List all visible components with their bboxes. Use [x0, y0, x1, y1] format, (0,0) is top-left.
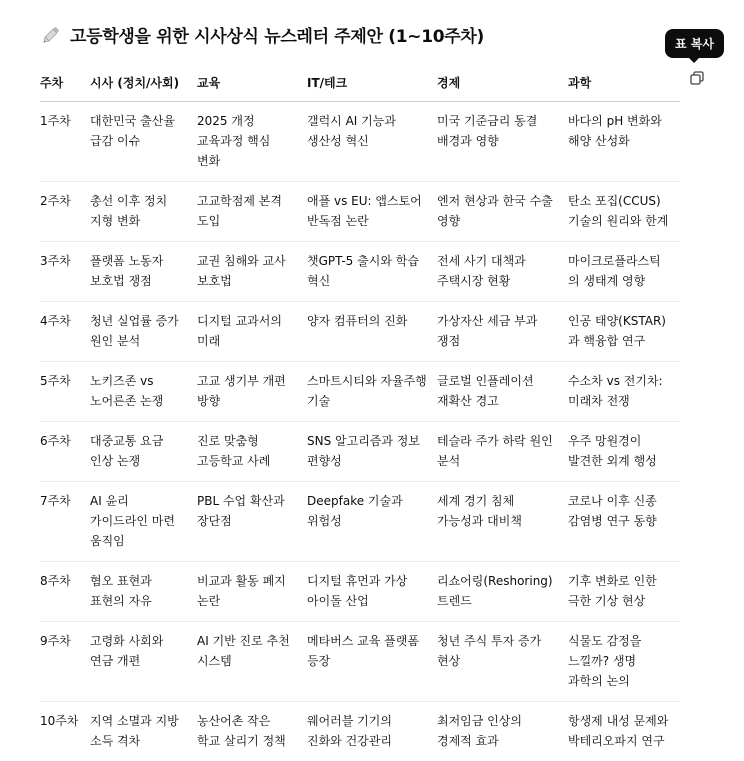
cell-politics: 대중교통 요금 인상 논쟁	[90, 422, 197, 482]
cell-science: 수소차 vs 전기차: 미래차 전쟁	[568, 362, 680, 422]
cell-politics: 대한민국 출산율 급감 이슈	[90, 102, 197, 182]
cell-week: 4주차	[40, 302, 90, 362]
table-row	[40, 102, 680, 182]
cell-economy: 전세 사기 대책과 주택시장 현황	[437, 242, 568, 302]
cell-economy: 엔저 현상과 한국 수출 영향	[437, 182, 568, 242]
cell-education: AI 기반 진로 추천 시스템	[197, 622, 307, 702]
cell-education: 디지털 교과서의 미래	[197, 302, 307, 362]
cell-week: 5주차	[40, 362, 90, 422]
cell-politics: 지역 소멸과 지방 소득 격차	[90, 702, 197, 761]
cell-science: 인공 태양(KSTAR)과 핵융합 연구	[568, 302, 680, 362]
cell-week: 9주차	[40, 622, 90, 702]
cell-week: 3주차	[40, 242, 90, 302]
table-row	[40, 422, 680, 482]
header-education: 교육	[197, 67, 307, 102]
cell-science: 바다의 pH 변화와 해양 산성화	[568, 102, 680, 182]
cell-it: 디지털 휴먼과 가상 아이돌 산업	[307, 562, 437, 622]
table-row	[40, 242, 680, 302]
cell-politics: AI 윤리 가이드라인 마련 움직임	[90, 482, 197, 562]
cell-economy: 최저임금 인상의 경제적 효과	[437, 702, 568, 761]
cell-education: 농산어촌 작은 학교 살리기 정책	[197, 702, 307, 761]
header-week: 주차	[40, 67, 90, 102]
cell-science: 코로나 이후 신종 감염병 연구 동향	[568, 482, 680, 562]
cell-economy: 세계 경기 침체 가능성과 대비책	[437, 482, 568, 562]
cell-week: 7주차	[40, 482, 90, 562]
table-row	[40, 182, 680, 242]
cell-week: 10주차	[40, 702, 90, 761]
table-header-row	[40, 67, 680, 102]
cell-economy: 글로벌 인플레이션 재확산 경고	[437, 362, 568, 422]
cell-it: 갤럭시 AI 기능과 생산성 혁신	[307, 102, 437, 182]
cell-politics: 노키즈존 vs 노어른존 논쟁	[90, 362, 197, 422]
table-row	[40, 702, 680, 761]
cell-economy: 청년 주식 투자 증가 현상	[437, 622, 568, 702]
table-row	[40, 562, 680, 622]
cell-economy: 테슬라 주가 하락 원인 분석	[437, 422, 568, 482]
cell-week: 1주차	[40, 102, 90, 182]
cell-it: 챗GPT-5 출시와 학습 혁신	[307, 242, 437, 302]
cell-science: 기후 변화로 인한 극한 기상 현상	[568, 562, 680, 622]
cell-education: 진로 맞춤형 고등학교 사례	[197, 422, 307, 482]
table-row	[40, 622, 680, 702]
cell-science: 탄소 포집(CCUS) 기술의 원리와 한계	[568, 182, 680, 242]
cell-it: 웨어러블 기기의 진화와 건강관리	[307, 702, 437, 761]
cell-politics: 총선 이후 정치 지형 변화	[90, 182, 197, 242]
header-politics: 시사 (정치/사회)	[90, 67, 197, 102]
cell-week: 2주차	[40, 182, 90, 242]
cell-education: 2025 개정 교육과정 핵심 변화	[197, 102, 307, 182]
cell-science: 마이크로플라스틱의 생태계 영향	[568, 242, 680, 302]
cell-education: 비교과 활동 폐지 논란	[197, 562, 307, 622]
cell-week: 6주차	[40, 422, 90, 482]
cell-it: Deepfake 기술과 위험성	[307, 482, 437, 562]
cell-politics: 플랫폼 노동자 보호법 쟁점	[90, 242, 197, 302]
cell-science: 식물도 감정을 느낄까? 생명 과학의 논의	[568, 622, 680, 702]
cell-education: 고교학점제 본격 도입	[197, 182, 307, 242]
copy-table-tooltip: 표 복사	[665, 29, 724, 58]
pencil-icon	[40, 24, 62, 46]
page-title-row	[40, 22, 484, 47]
table-row	[40, 362, 680, 422]
newsletter-topics-table	[40, 67, 680, 761]
cell-politics: 고령화 사회와 연금 개편	[90, 622, 197, 702]
cell-it: 스마트시티와 자율주행 기술	[307, 362, 437, 422]
cell-education: PBL 수업 확산과 장단점	[197, 482, 307, 562]
page-title: 고등학생을 위한 시사상식 뉴스레터 주제안 (1~10주차)	[70, 22, 484, 47]
cell-politics: 청년 실업률 증가 원인 분석	[90, 302, 197, 362]
cell-it: 양자 컴퓨터의 진화	[307, 302, 437, 362]
cell-education: 교권 침해와 교사 보호법	[197, 242, 307, 302]
header-economy: 경제	[437, 67, 568, 102]
cell-economy: 미국 기준금리 동결 배경과 영향	[437, 102, 568, 182]
cell-it: SNS 알고리즘과 정보 편향성	[307, 422, 437, 482]
cell-it: 메타버스 교육 플랫폼 등장	[307, 622, 437, 702]
cell-science: 우주 망원경이 발견한 외계 행성	[568, 422, 680, 482]
cell-education: 고교 생기부 개편 방향	[197, 362, 307, 422]
cell-economy: 리쇼어링(Reshoring) 트렌드	[437, 562, 568, 622]
cell-politics: 혐오 표현과 표현의 자유	[90, 562, 197, 622]
table-row	[40, 482, 680, 562]
table-row	[40, 302, 680, 362]
cell-economy: 가상자산 세금 부과 쟁점	[437, 302, 568, 362]
header-science: 과학	[568, 67, 680, 102]
cell-science: 항생제 내성 문제와 박테리오파지 연구	[568, 702, 680, 761]
copy-icon[interactable]	[689, 70, 705, 86]
cell-week: 8주차	[40, 562, 90, 622]
header-it: IT/테크	[307, 67, 437, 102]
cell-it: 애플 vs EU: 앱스토어 반독점 논란	[307, 182, 437, 242]
